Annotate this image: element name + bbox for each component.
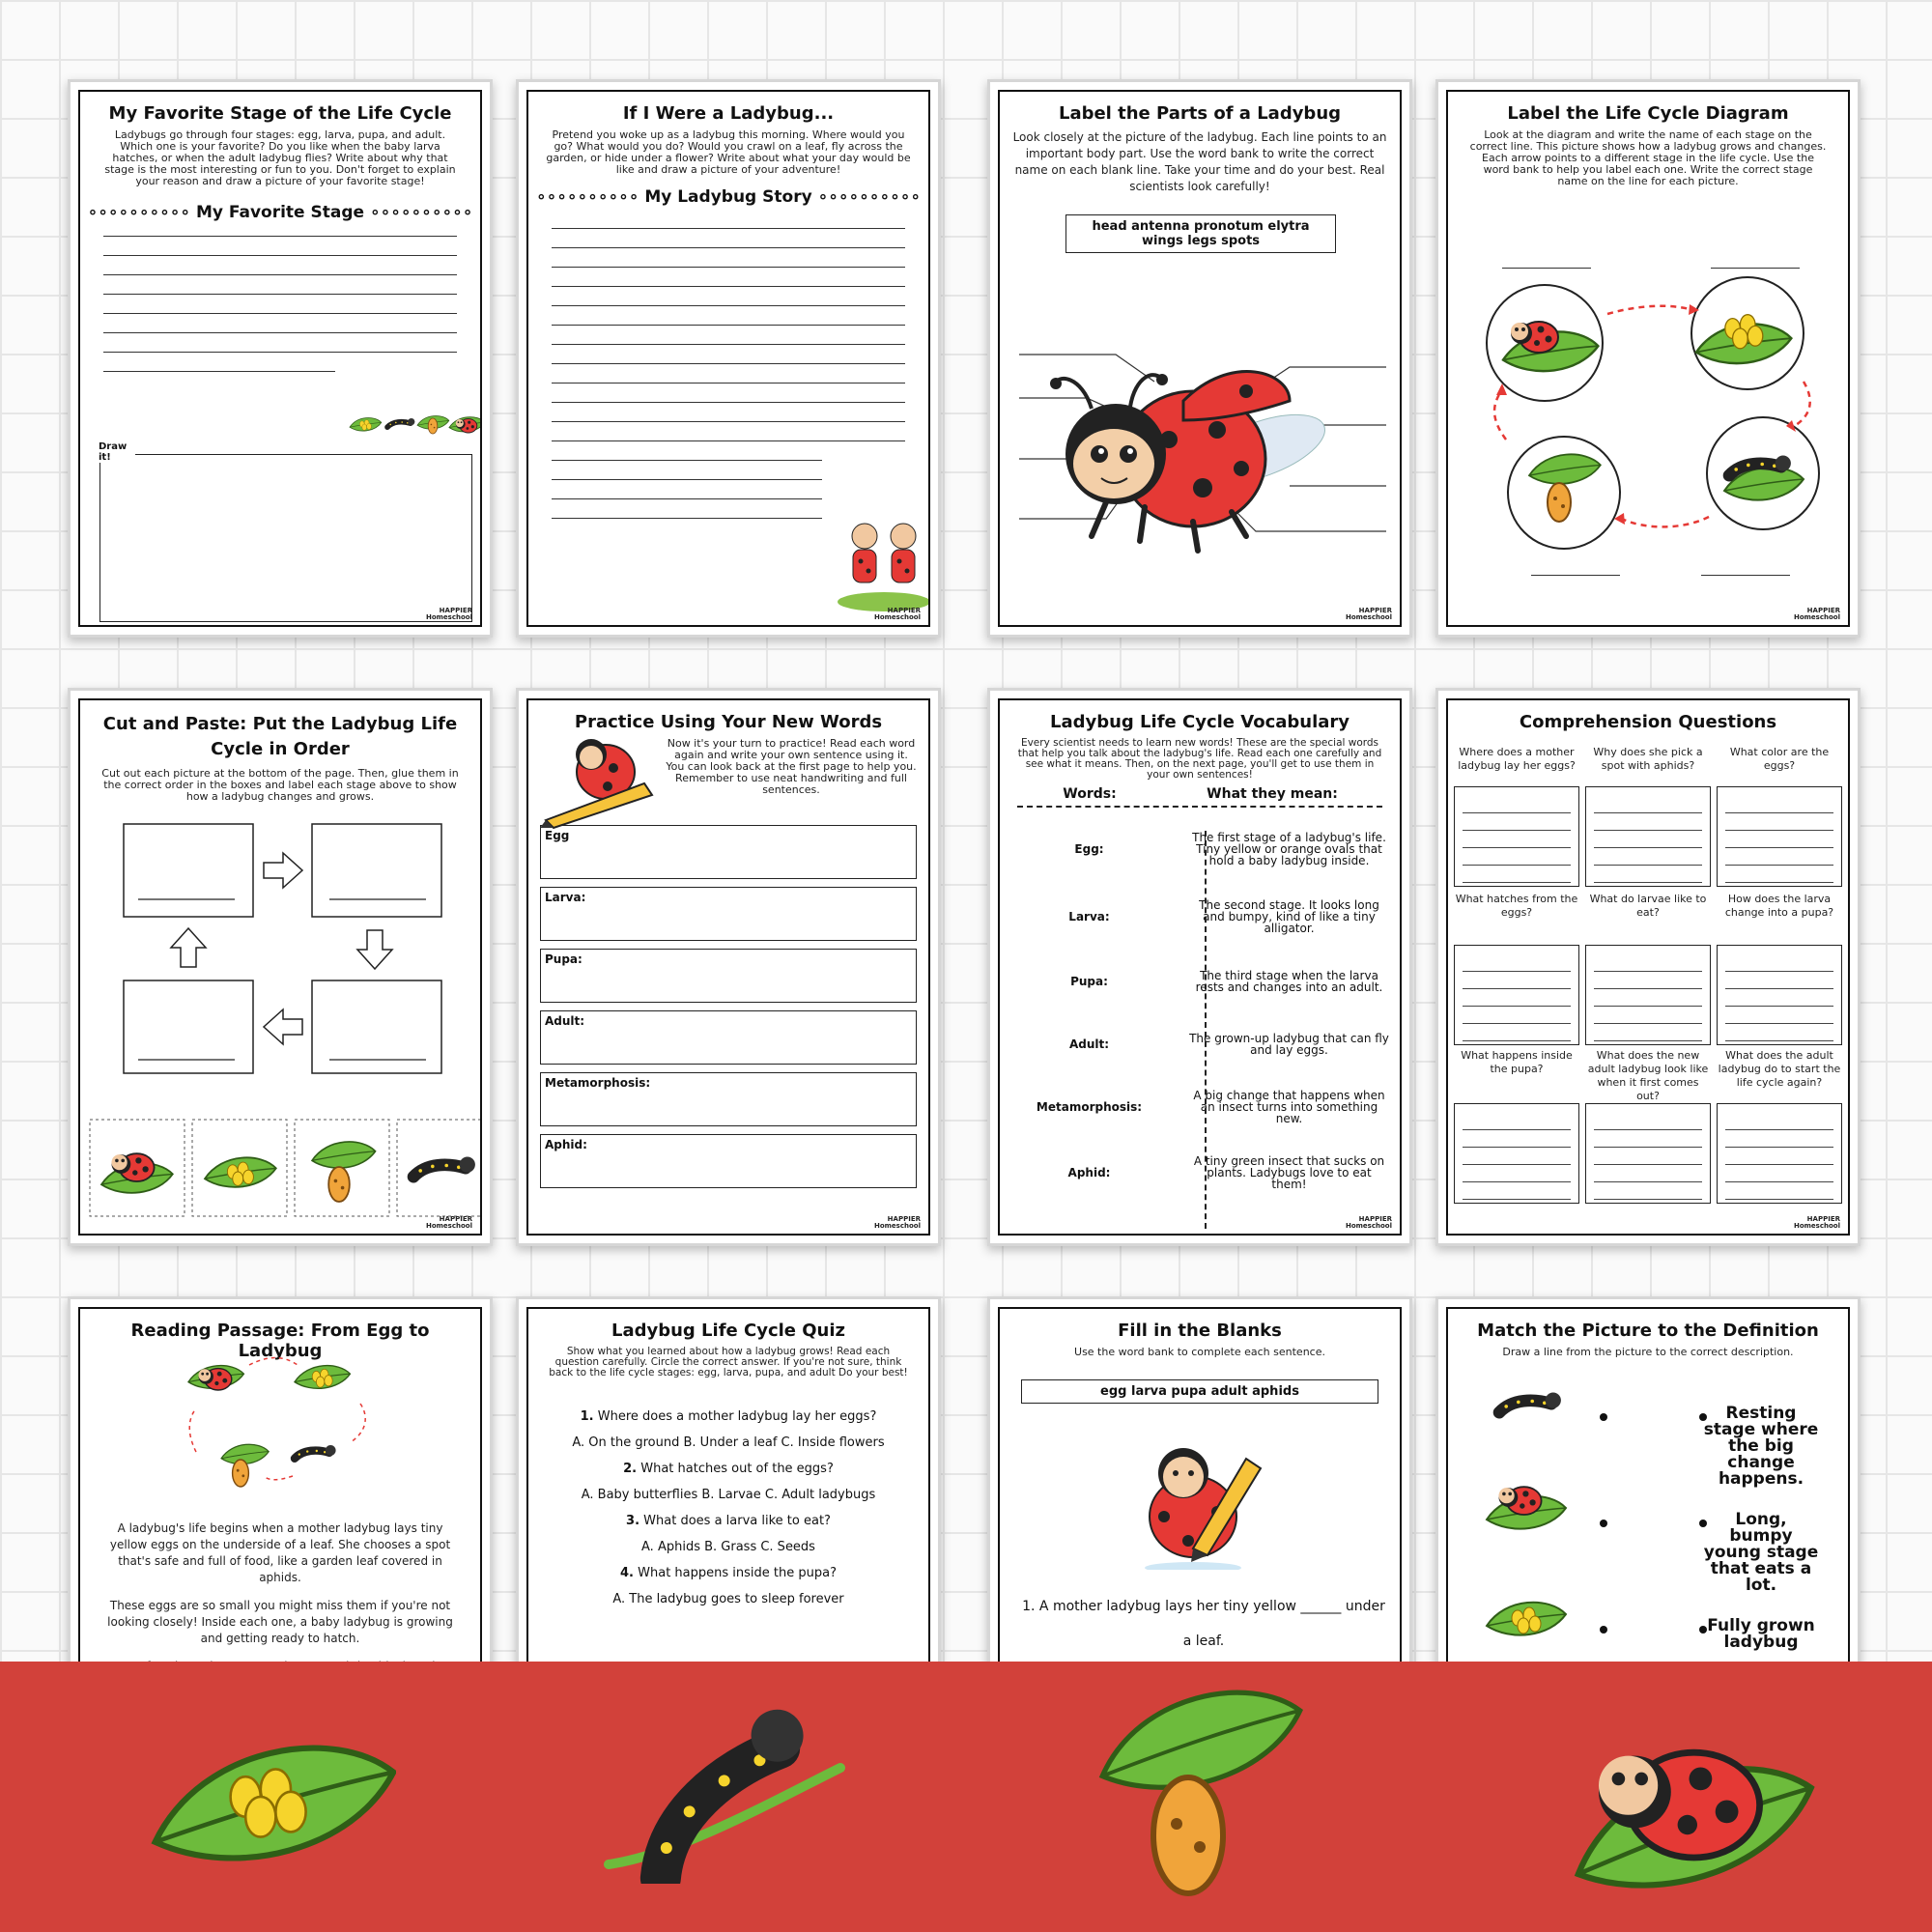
word-box-adult[interactable]: Adult: bbox=[540, 1010, 917, 1065]
section-subtitle: ∘∘∘∘∘∘∘∘∘∘ My Ladybug Story ∘∘∘∘∘∘∘∘∘∘ bbox=[535, 187, 922, 207]
quiz-answers[interactable]: A. Aphids B. Grass C. Seeds bbox=[641, 1540, 815, 1554]
page-title: Fill in the Blanks bbox=[1118, 1321, 1282, 1341]
worksheet-reading-passage bbox=[68, 1296, 493, 1702]
quiz-question: 4. What happens inside the pupa? bbox=[620, 1566, 837, 1580]
page-title: Reading Passage: From Egg to Ladybug bbox=[130, 1321, 430, 1361]
question: What happens inside the pupa? bbox=[1461, 1049, 1573, 1075]
quiz-question: 3. What does a larva like to eat? bbox=[626, 1514, 831, 1528]
publisher-logo: HAPPIER Homeschool bbox=[1793, 1215, 1840, 1230]
vocab-row: Larva: The second stage. It looks long and bumpy, kind of like a tiny alligator. bbox=[1068, 898, 1379, 935]
page-title: Match the Picture to the Definition bbox=[1477, 1321, 1819, 1341]
worksheet-practice-words bbox=[516, 688, 941, 1246]
page-title: Comprehension Questions bbox=[1519, 712, 1777, 732]
word-box-aphid[interactable]: Aphid: bbox=[540, 1134, 917, 1188]
match-definition: Long, bumpy young stage that eats a lot. bbox=[1703, 1510, 1819, 1595]
page-intro: Show what you learned about how a ladybug grows! Read each question carefully. Circle the correct answer. If you're not sure, think back to the life cycle stages: egg, larva, pupa, and adult Do your best! bbox=[549, 1346, 908, 1378]
publisher-logo: HAPPIER Homeschool bbox=[873, 607, 921, 621]
answer-box[interactable] bbox=[1717, 786, 1842, 887]
worksheet-cut-and-paste bbox=[68, 688, 493, 1246]
draw-box[interactable] bbox=[99, 441, 472, 622]
worksheet-match bbox=[1435, 1296, 1861, 1702]
life-cycle-diagram-image bbox=[1448, 275, 1850, 565]
publisher-logo: HAPPIER Homeschool bbox=[1345, 607, 1392, 621]
eggs-on-leaf-illustration bbox=[145, 1700, 396, 1893]
word-box-egg[interactable]: Egg bbox=[540, 825, 917, 879]
life-cycle-small-image bbox=[177, 1346, 389, 1491]
section-subtitle: ∘∘∘∘∘∘∘∘∘∘ My Favorite Stage ∘∘∘∘∘∘∘∘∘∘ bbox=[87, 203, 473, 222]
answer-box[interactable] bbox=[1585, 786, 1711, 887]
question: What hatches from the eggs? bbox=[1455, 893, 1578, 919]
larva-illustration bbox=[599, 1690, 850, 1884]
page-intro: Look at the diagram and write the name of each stage on the correct line. This picture shows how a ladybug grows and changes. Each arrow points to a different stage in the life cycle. Use the word bank to help you label each one. Write the correct stage name on the line for each picture. bbox=[1469, 128, 1827, 187]
page-title: Label the Parts of a Ladybug bbox=[1058, 103, 1342, 124]
life-cycle-strip-image bbox=[346, 403, 482, 441]
page-title: Cut and Paste: Put the Ladybug Life Cycle in Order bbox=[102, 714, 458, 759]
word-bank: head antenna pronotum elytra wings legs spots bbox=[1065, 214, 1336, 253]
publisher-logo: HAPPIER Homeschool bbox=[1793, 607, 1840, 621]
answer-box[interactable] bbox=[1717, 1103, 1842, 1204]
publisher-logo: HAPPIER Homeschool bbox=[873, 1215, 921, 1230]
column-words: Words: bbox=[1063, 786, 1117, 802]
question: Why does she pick a spot with aphids? bbox=[1593, 746, 1703, 772]
quiz-question: 1. Where does a mother ladybug lay her eggs? bbox=[580, 1409, 877, 1424]
ladybug-diagram-image bbox=[1000, 333, 1402, 623]
worksheet-label-parts bbox=[987, 79, 1412, 638]
question: What does the adult ladybug do to start the life cycle again? bbox=[1718, 1049, 1841, 1089]
word-box-larva[interactable]: Larva: bbox=[540, 887, 917, 941]
page-title: My Favorite Stage of the Life Cycle bbox=[108, 103, 452, 124]
vocab-row: Adult: The grown-up ladybug that can fly and lay eggs. bbox=[1068, 1032, 1389, 1057]
column-meanings: What they mean: bbox=[1207, 786, 1338, 802]
answer-box[interactable] bbox=[1585, 1103, 1711, 1204]
order-boxes-diagram bbox=[80, 807, 482, 1096]
adult-ladybug-illustration bbox=[1546, 1681, 1816, 1913]
vocab-row: Metamorphosis: A big change that happens when an insect turns into something new. bbox=[1036, 1089, 1385, 1125]
pupa-illustration bbox=[1082, 1681, 1314, 1922]
draw-label: Draw it! bbox=[99, 441, 135, 463]
ladybug-pencil-image bbox=[538, 733, 664, 830]
word-box-pupa[interactable]: Pupa: bbox=[540, 949, 917, 1003]
vocab-row: Egg: The first stage of a ladybug's life. Tiny yellow or orange ovals that hold a baby ladybug inside. bbox=[1074, 831, 1386, 867]
bottom-banner bbox=[0, 1662, 1932, 1932]
page-title: Ladybug Life Cycle Quiz bbox=[611, 1321, 846, 1341]
quiz-question: 2. What hatches out of the eggs? bbox=[623, 1462, 834, 1476]
sentence-1: 1. A mother ladybug lays her tiny yellow ______ under a leaf. bbox=[1022, 1599, 1385, 1649]
answer-box[interactable] bbox=[1717, 945, 1842, 1045]
passage-paragraph: A ladybug's life begins when a mother ladybug lays tiny yellow eggs on the underside of a leaf. She chooses a spot that's safe and full of food, like a garden leaf covered in aphids. bbox=[109, 1521, 451, 1584]
question: What color are the eggs? bbox=[1729, 746, 1830, 772]
worksheet-fill-blanks bbox=[987, 1296, 1412, 1702]
quiz-answers[interactable]: A. On the ground B. Under a leaf C. Inside flowers bbox=[572, 1435, 885, 1450]
page-intro: Ladybugs go through four stages: egg, larva, pupa, and adult. Which one is your favorite? Do you like when the baby larva hatches, or when the adult ladybug flies? Write about why that stage is the most interesting or fun to you. Don't forget to explain your reason and draw a picture of your favorite stage! bbox=[104, 128, 456, 187]
page-intro: Now it's your turn to practice! Read each word again and write your own sentence using it. You can look back at the first page to help you. Remember to use neat handwriting and full sentences. bbox=[666, 737, 917, 796]
page-title: Label the Life Cycle Diagram bbox=[1507, 103, 1789, 124]
question: How does the larva change into a pupa? bbox=[1724, 893, 1834, 919]
worksheet-label-diagram bbox=[1435, 79, 1861, 638]
worksheet-vocabulary bbox=[987, 688, 1412, 1246]
worksheet-quiz bbox=[516, 1296, 941, 1702]
quiz-answers[interactable]: A. The ladybug goes to sleep forever bbox=[612, 1592, 844, 1606]
page-intro: Every scientist needs to learn new words! These are the special words that help you talk about the ladybug's life. Read each one carefully and see what it means. Then, on the next page, you'll get to use them in your own sentences! bbox=[1017, 737, 1382, 781]
match-pictures bbox=[1477, 1377, 1574, 1666]
page-title: Practice Using Your New Words bbox=[574, 712, 883, 732]
answer-box[interactable] bbox=[1454, 945, 1579, 1045]
quiz-answers[interactable]: A. Baby butterflies B. Larvae C. Adult ladybugs bbox=[581, 1488, 876, 1502]
ladybug-kids-image bbox=[836, 507, 930, 613]
cut-out-pictures-strip bbox=[80, 1116, 482, 1222]
question: What do larvae like to eat? bbox=[1589, 893, 1707, 919]
page-intro: Use the word bank to complete each sentence. bbox=[1074, 1346, 1325, 1358]
vocab-row: Pupa: The third stage when the larva rests and changes into an adult. bbox=[1070, 969, 1383, 994]
page-intro: Look closely at the picture of the ladybug. Each line points to an important body part. Use the word bank to write the correct name on each blank line. Take your time and do your best. Real scientists look carefully! bbox=[1012, 130, 1387, 193]
question: What does the new adult ladybug look like when it first comes out? bbox=[1587, 1049, 1709, 1102]
question: Where does a mother ladybug lay her eggs? bbox=[1458, 746, 1576, 772]
match-definition: Resting stage where the big change happens. bbox=[1703, 1404, 1819, 1489]
page-title: If I Were a Ladybug... bbox=[622, 103, 835, 124]
worksheet-if-i-were-a-ladybug bbox=[516, 79, 941, 638]
word-bank: egg larva pupa adult aphids bbox=[1021, 1379, 1378, 1404]
worksheet-comprehension bbox=[1435, 688, 1861, 1246]
publisher-logo: HAPPIER Homeschool bbox=[425, 607, 472, 621]
match-definition: Fully grown ladybug bbox=[1707, 1616, 1815, 1652]
answer-box[interactable] bbox=[1585, 945, 1711, 1045]
worksheet-favorite-stage bbox=[68, 79, 493, 638]
publisher-logo: HAPPIER Homeschool bbox=[1345, 1215, 1392, 1230]
page-title: Ladybug Life Cycle Vocabulary bbox=[1049, 712, 1350, 732]
page-intro: Draw a line from the picture to the correct description. bbox=[1502, 1346, 1794, 1358]
page-intro: Pretend you woke up as a ladybug this morning. Where would you go? What would you do? Would you crawl on a leaf, fly across the garden, or hide under a flower? Write about what your day would be like and draw a picture of your adventure! bbox=[546, 128, 911, 176]
page-intro: Cut out each picture at the bottom of the page. Then, glue them in the correct order in the boxes and label each stage above to show how a ladybug changes and grows. bbox=[101, 767, 459, 803]
publisher-logo: HAPPIER Homeschool bbox=[425, 1215, 472, 1230]
answer-box[interactable] bbox=[1454, 786, 1579, 887]
answer-box[interactable] bbox=[1454, 1103, 1579, 1204]
vocab-row: Aphid: A tiny green insect that sucks on plants. Ladybugs love to eat them! bbox=[1067, 1154, 1385, 1191]
ladybug-pencil-image bbox=[1125, 1435, 1280, 1570]
word-box-metamorphosis[interactable]: Metamorphosis: bbox=[540, 1072, 917, 1126]
passage-paragraph: These eggs are so small you might miss them if you're not looking closely! Inside each one, a baby ladybug is growing and getting ready to hatch. bbox=[107, 1599, 453, 1645]
